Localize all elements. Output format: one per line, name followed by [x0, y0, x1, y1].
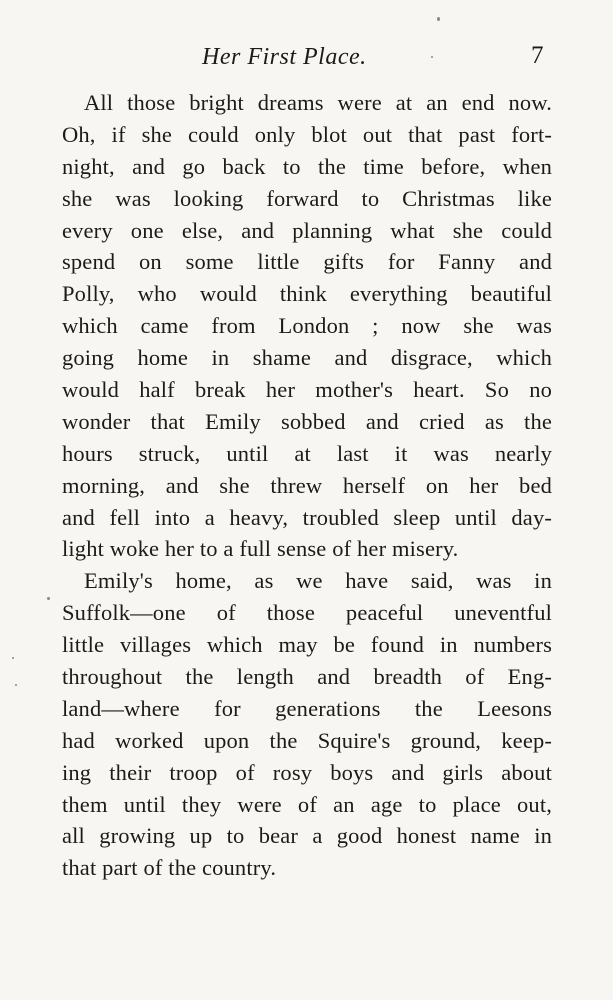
paragraph: [62, 87, 552, 565]
text-line: hours struck, until at last it was nearly: [62, 440, 552, 466]
page-number: 7: [531, 42, 544, 69]
text-line: that part of the country.: [62, 855, 277, 881]
text-line: would half break her mother's heart. So no: [62, 377, 552, 403]
text-line: wonder that Emily sobbed and cried as the: [62, 408, 552, 434]
text-line: All those bright dreams were at an end now.: [84, 90, 552, 115]
text-line: had worked upon the Squire's ground, keep-: [62, 727, 552, 753]
text-line: which came from London ; now she was: [62, 313, 552, 339]
text-line: little villages which may be found in numbers: [62, 632, 552, 658]
scan-speck: [15, 684, 17, 686]
text-line: night, and go back to the time before, when: [62, 153, 552, 179]
scan-speck: [431, 56, 433, 58]
paragraph: [62, 565, 552, 884]
text-line: Emily's home, as we have said, was in: [84, 568, 552, 594]
body-text: [62, 87, 552, 884]
text-line: she was looking forward to Christmas like: [62, 185, 552, 211]
text-line: throughout the length and breadth of Eng-: [62, 664, 552, 690]
text-line: light woke her to a full sense of her misery.: [62, 536, 459, 562]
scan-speck: [12, 657, 14, 659]
text-line: land—where for generations the Leesons: [62, 695, 552, 721]
running-title: Her First Place.: [202, 44, 367, 70]
text-line: Suffolk—one of those peaceful uneventful: [62, 600, 552, 626]
text-line: morning, and she threw herself on her bed: [62, 472, 552, 498]
text-line: every one else, and planning what she could: [62, 217, 552, 243]
text-line: them until they were of an age to place out,: [62, 791, 552, 817]
text-line: spend on some little gifts for Fanny and: [62, 249, 552, 275]
text-line: Polly, who would think everything beautiful: [62, 281, 552, 307]
page-header: [0, 40, 613, 76]
text-line: all growing up to bear a good honest name in: [62, 823, 552, 849]
text-line: going home in shame and disgrace, which: [62, 345, 552, 371]
scan-speck: [47, 597, 50, 600]
text-line: and fell into a heavy, troubled sleep until day-: [62, 504, 552, 530]
text-line: ing their troop of rosy boys and girls about: [62, 759, 552, 785]
text-line: Oh, if she could only blot out that past fort-: [62, 121, 552, 147]
scan-speck: [437, 17, 440, 21]
